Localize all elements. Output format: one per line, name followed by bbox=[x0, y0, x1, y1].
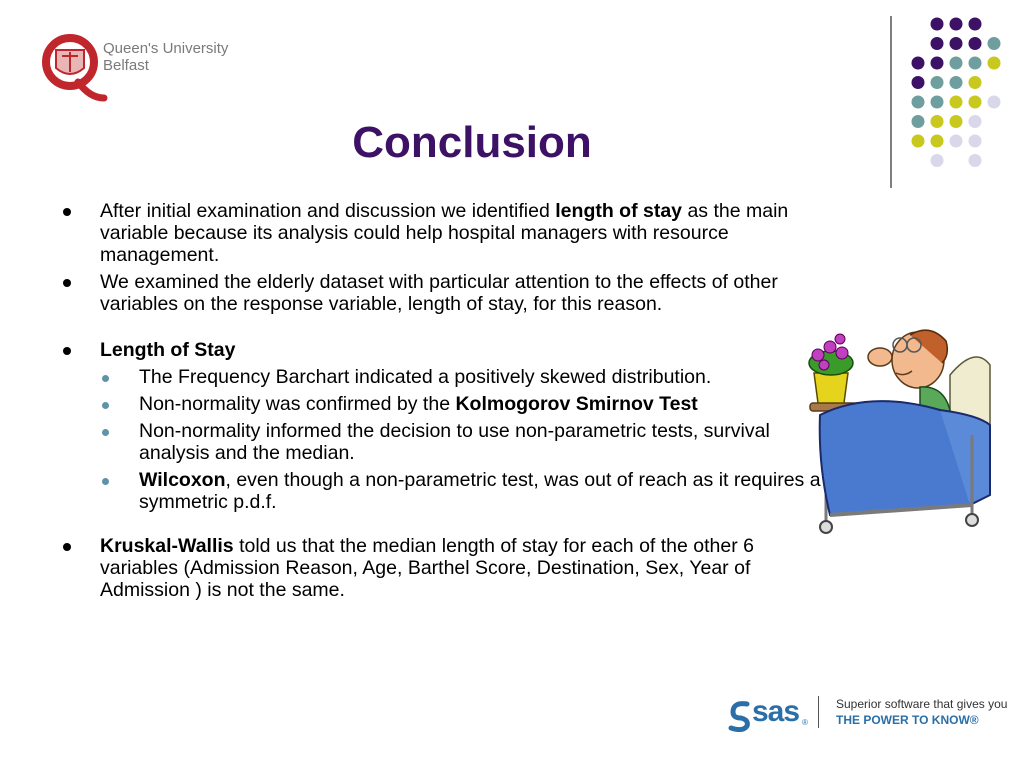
decorative-dot bbox=[912, 76, 925, 89]
subbullet-wilcoxon bbox=[0, 469, 830, 513]
decorative-dot bbox=[969, 37, 982, 50]
bullet-bold: Length of Stay bbox=[100, 339, 236, 361]
spacer bbox=[0, 315, 830, 334]
bullet-bold: Wilcoxon bbox=[139, 469, 226, 491]
decorative-dot bbox=[950, 135, 963, 148]
qub-logo-line1: Queen's University bbox=[103, 40, 229, 57]
decorative-dot bbox=[931, 18, 944, 31]
decorative-dot bbox=[931, 96, 944, 109]
sas-logo-icon bbox=[727, 700, 753, 732]
decorative-dot bbox=[969, 57, 982, 70]
sas-tagline: Superior software that gives you bbox=[836, 697, 1008, 711]
decorative-dot bbox=[950, 96, 963, 109]
decorative-dot bbox=[950, 76, 963, 89]
decorative-dot bbox=[969, 18, 982, 31]
bullet-elderly-dataset bbox=[0, 271, 830, 315]
bullet-text: , even though a non-parametric test, was out of reach as it requires a symmetric p.d.f. bbox=[139, 469, 821, 513]
sas-divider bbox=[818, 696, 819, 728]
bullet-text: told us that the median length of stay for each of the other 6 variables (Admission Reason, Age, Barthel Score, Destination, Sex, Year of Admission ) is not the same. bbox=[100, 535, 754, 601]
decorative-dot bbox=[950, 115, 963, 128]
decorative-dot bbox=[950, 57, 963, 70]
bullet-kruskal-wallis bbox=[0, 535, 830, 601]
bullet-length-of-stay-main bbox=[0, 200, 830, 266]
decorative-dot bbox=[931, 37, 944, 50]
bullet-text: Non-normality informed the decision to use non-parametric tests, survival analysis and the median. bbox=[139, 420, 770, 464]
slide-body bbox=[0, 195, 830, 601]
bullet-length-of-stay-heading bbox=[0, 339, 830, 361]
decorative-dot bbox=[912, 96, 925, 109]
decorative-dot bbox=[988, 57, 1001, 70]
sas-registered-mark: ® bbox=[802, 718, 808, 727]
decorative-dot bbox=[950, 37, 963, 50]
bullet-text: After initial examination and discussion we identified bbox=[100, 200, 556, 222]
bullet-text: Non-normality was confirmed by the bbox=[139, 393, 456, 415]
bullet-bold: length of stay bbox=[555, 200, 683, 222]
bullet-text: as the main variable because its analysis could help hospital managers with resource management. bbox=[100, 200, 789, 266]
qub-logo-text bbox=[103, 40, 228, 74]
slide-title: Conclusion bbox=[352, 118, 592, 167]
bullet-bold: Kolmogorov Smirnov Test bbox=[455, 393, 698, 415]
bullet-text: We examined the elderly dataset with particular attention to the effects of other variables on the response variable, length of stay, for this reason. bbox=[100, 271, 778, 315]
sas-tagline-bold: THE POWER TO KNOW® bbox=[836, 713, 979, 727]
decorative-dot bbox=[931, 57, 944, 70]
subbullet-non-parametric bbox=[0, 420, 830, 464]
decorative-dot bbox=[950, 18, 963, 31]
bullet-bold: Kruskal-Wallis bbox=[100, 535, 234, 557]
decorative-dot bbox=[969, 96, 982, 109]
sas-wordmark: sas bbox=[752, 695, 800, 728]
decorative-dot bbox=[969, 135, 982, 148]
decorative-dot bbox=[969, 115, 982, 128]
decorative-dot bbox=[912, 57, 925, 70]
decorative-dot bbox=[969, 154, 982, 167]
decorative-dot bbox=[988, 37, 1001, 50]
decorative-dot bbox=[931, 76, 944, 89]
spacer bbox=[0, 513, 830, 530]
decorative-dot bbox=[969, 76, 982, 89]
qub-logo-line2: Belfast bbox=[103, 57, 149, 74]
subbullet-ks-test bbox=[0, 393, 830, 415]
subbullet-barchart bbox=[0, 366, 830, 388]
bullet-text: The Frequency Barchart indicated a positively skewed distribution. bbox=[139, 366, 712, 388]
hospital-patient-illustration bbox=[800, 315, 1010, 540]
decorative-dot bbox=[988, 96, 1001, 109]
